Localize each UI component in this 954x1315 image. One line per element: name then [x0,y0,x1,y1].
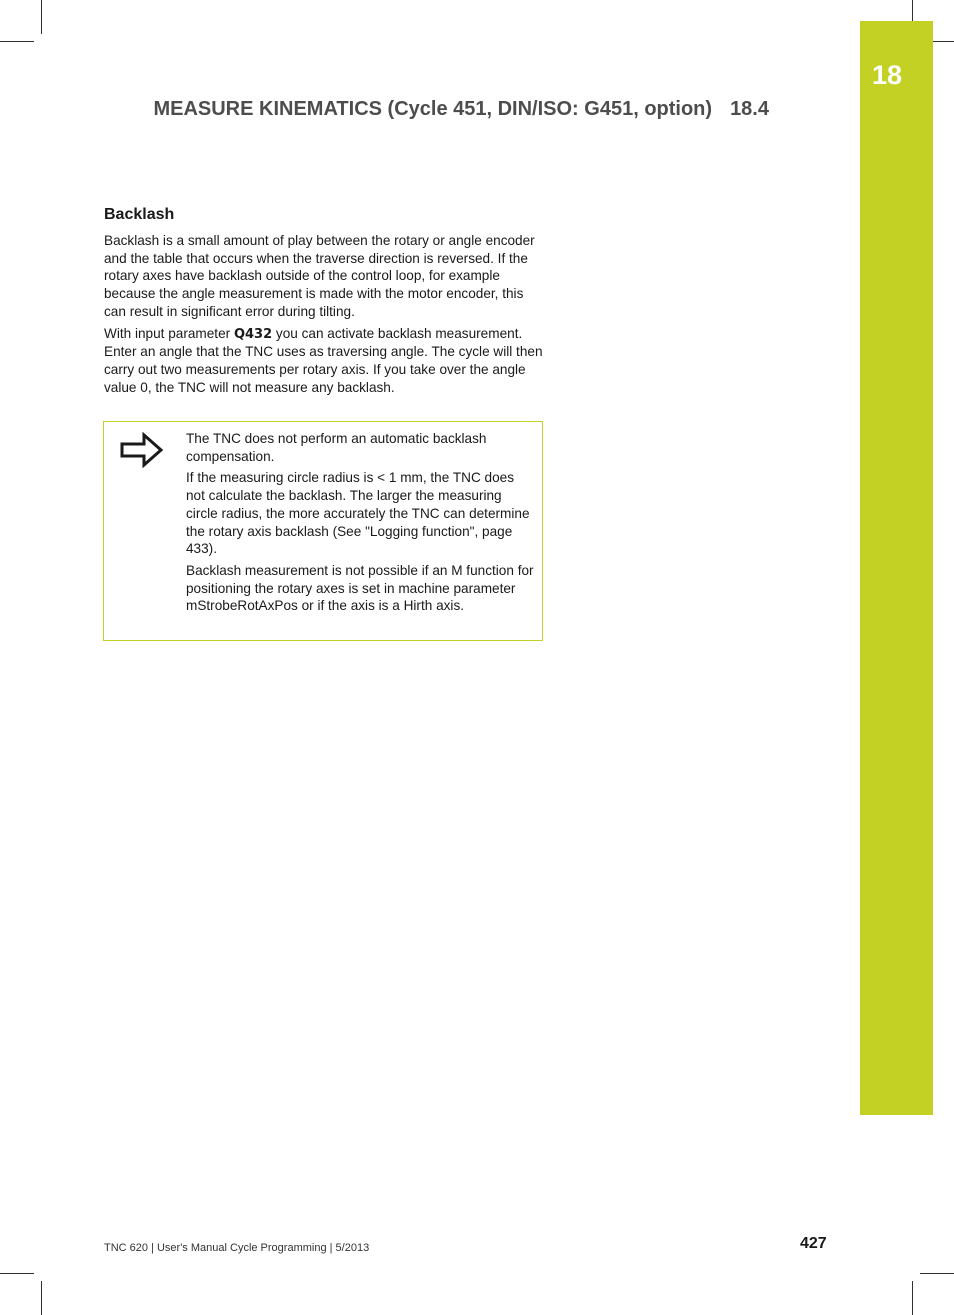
parameter-code: Q432 [233,326,273,342]
footer-manual-info: TNC 620 | User's Manual Cycle Programming | 5/2013 [104,1242,370,1254]
text-run: With input parameter [104,325,234,341]
note-paragraph: Backlash measurement is not possible if an M function for positioning the rotary axes is set in machine parameter mStrobeRotAxPos or if the axis is a Hirth axis. [186,562,534,614]
note-box [103,421,543,641]
note-text [186,430,536,619]
crop-mark [920,1273,954,1274]
crop-mark [0,1273,34,1274]
crop-mark [0,41,34,42]
chapter-number: 18 [872,60,903,90]
crop-mark [41,1281,42,1315]
section-title: Backlash [104,206,175,223]
running-title: MEASURE KINEMATICS (Cycle 451, DIN/ISO: G451, option) [153,98,713,120]
note-paragraph: The TNC does not perform an automatic backlash compensation. [186,431,487,464]
crop-mark [912,1281,913,1315]
main-content [104,206,544,400]
arrow-right-icon [120,432,164,468]
page-number: 427 [800,1235,827,1252]
running-header [153,98,769,121]
note-paragraph: If the measuring circle radius is < 1 mm, the TNC does not calculate the backlash. The larger the measuring circle radius, the more accurately the TNC can determine the rotary axis backlash (See "Logging function", page 433). [186,470,530,557]
body-paragraph [104,325,544,397]
section-number: 18.4 [730,98,769,120]
crop-mark [41,0,42,34]
body-paragraph: Backlash is a small amount of play between the rotary or angle encoder and the table that occurs when the traverse direction is reversed. If the rotary axes have backlash outside of the control loop, for example because the angle measurement is made with the motor encoder, this can result in significant error during tilting. [104,233,535,319]
chapter-tab [860,21,933,1115]
text-run: you can activate backlash measurement. Enter an angle that the TNC uses as traversing angle. The cycle will then carry out two measurements per rotary axis. If you take over the angle value 0, the TNC will not measure any backlash. [104,325,543,395]
